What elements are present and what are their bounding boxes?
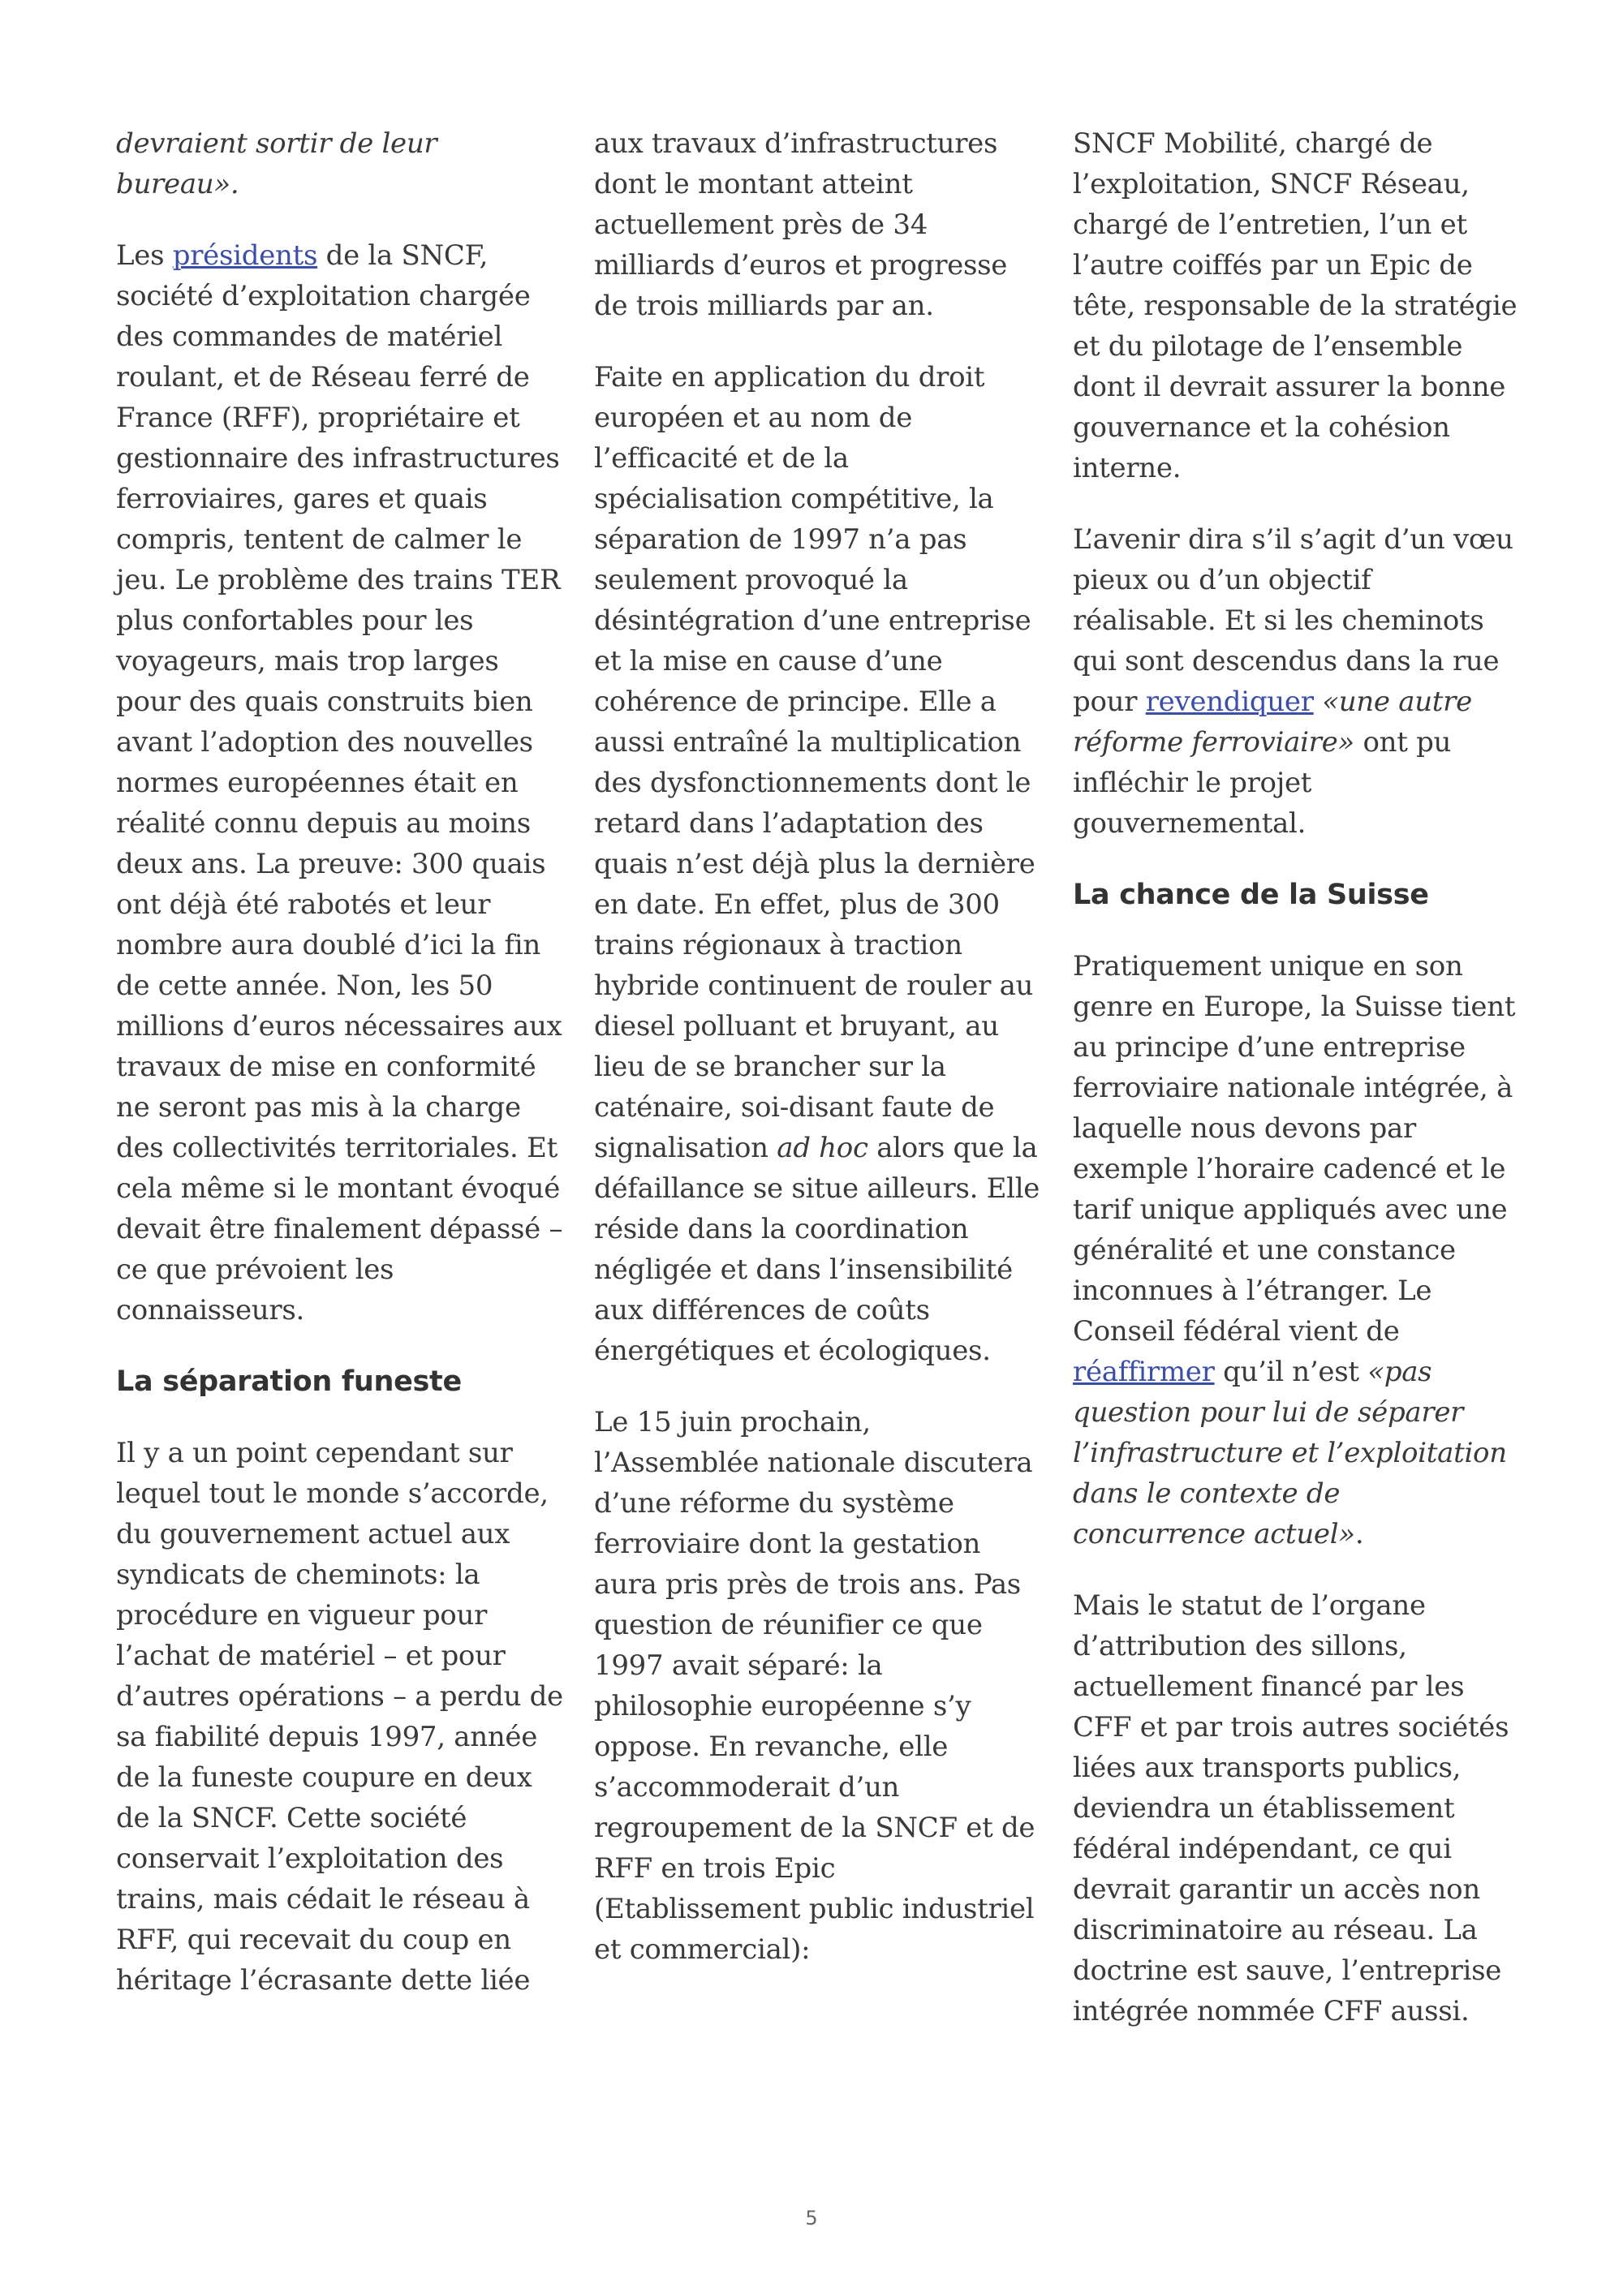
- section-heading: La chance de la Suisse: [1073, 879, 1429, 911]
- paragraph: SNCF Mobilité, chargé de l’exploitation, SNCF Réseau, chargé de l’entretien, l’un et l’autre coiffés par un Epic de tête, responsable de la stratégie et du pilotage de l’ensemble dont il devrait assurer la bonne gouvernance et la cohésion interne.: [1073, 127, 1518, 484]
- quote-text: devraient sortir de leur bureau».: [116, 127, 437, 200]
- column-3: [1073, 123, 1521, 2062]
- column-2: [594, 123, 1042, 2001]
- column-1: [116, 123, 564, 2032]
- link-revendiquer[interactable]: revendiquer: [1145, 686, 1314, 718]
- paragraph: [116, 123, 564, 204]
- link-reaffirmer[interactable]: réaffirmer: [1073, 1356, 1215, 1388]
- link-presidents[interactable]: présidents: [172, 239, 318, 272]
- paragraph: aux travaux d’infrastructures dont le montant atteint actuellement près de 34 milliards d’euros et progresse de trois milliards par an.: [594, 127, 1008, 322]
- section-heading: La séparation funeste: [116, 1365, 462, 1398]
- paragraph: Le 15 juin prochain, l’Assemblée nationale discutera d’une réforme du système ferroviaire dont la gestation aura pris près de trois ans. Pas question de réunifier ce que 1997 avait séparé: la philosophie européenne s’y oppose. En revanche, elle s’accommoderait d’un regroupement de la SNCF et de RFF en trois Epic (Etablissement public industriel et commercial):: [594, 1406, 1035, 1966]
- paragraph: Il y a un point cependant sur lequel tout le monde s’accorde, du gouvernement actuel aux syndicats de cheminots: la procédure en vigueur pour l’achat de matériel – et pour d’autres opérations – a perdu de sa fiabilité depuis 1997, année de la funeste coupure en deux de la SNCF. Cette société conservait l’exploitation des trains, mais cédait le réseau à RFF, qui recevait du coup en héritage l’écrasante dette liée: [116, 1437, 563, 1997]
- paragraph: L’avenir dira s’il s’agit d’un vœu pieux ou d’un objectif réalisable. Et si les cheminots qui sont descendus dans la rue pour revendiquer «une autre réforme ferroviaire» ont pu infléchir le projet gouvernemental.: [1073, 523, 1513, 840]
- page-number: 5: [805, 2207, 818, 2229]
- paragraph: Faite en application du droit européen et au nom de l’efficacité et de la spécialisation compétitive, la séparation de 1997 n’a pas seulement provoqué la désintégration d’une entreprise et la mise en cause d’une cohérence de principe. Elle a aussi entraîné la multiplication des dysfonctionnements dont le retard dans l’adaptation des quais n’est déjà plus la dernière en date. En effet, plus de 300 trains régionaux à traction hybride continuent de rouler au diesel polluant et bruyant, au lieu de se brancher sur la caténaire, soi-disant faute de signalisation ad hoc alors que la défaillance se situe ailleurs. Elle réside dans la coordination négligée et dans l’insensibilité aux différences de coûts énergétiques et écologiques.: [594, 361, 1040, 1367]
- paragraph: Les présidents de la SNCF, société d’exploitation chargée des commandes de matériel roulant, et de Réseau ferré de France (RFF), propriétaire et gestionnaire des infrastructures ferroviaires, gares et quais compris, tentent de calmer le jeu. Le problème des trains TER plus confortables pour les voyageurs, mais trop larges pour des quais construits bien avant l’adoption des nouvelles normes européennes était en réalité connu depuis au moins deux ans. La preuve: 300 quais ont déjà été rabotés et leur nombre aura doublé d’ici la fin de cette année. Non, les 50 millions d’euros nécessaires aux travaux de mise en conformité ne seront pas mis à la charge des collectivités territoriales. Et cela même si le montant évoqué devait être finalement dépassé – ce que prévoient les connaisseurs.: [116, 239, 563, 1326]
- paragraph: Pratiquement unique en son genre en Europe, la Suisse tient au principe d’une entreprise ferroviaire nationale intégrée, à laquelle nous devons par exemple l’horaire cadencé et le tarif unique appliqués avec une généralité et une constance inconnues à l’étranger. Le Conseil fédéral vient de réaffirmer qu’il n’est «pas question pour lui de séparer l’infrastructure et l’exploitation dans le contexte de concurrence actuel».: [1073, 950, 1516, 1550]
- paragraph: Mais le statut de l’organe d’attribution des sillons, actuellement financé par les CFF et par trois autres sociétés liées aux transports publics, deviendra un établissement fédéral indépendant, ce qui devrait garantir un accès non discriminatoire au réseau. La doctrine est sauve, l’entreprise intégrée nommée CFF aussi.: [1073, 1589, 1509, 2027]
